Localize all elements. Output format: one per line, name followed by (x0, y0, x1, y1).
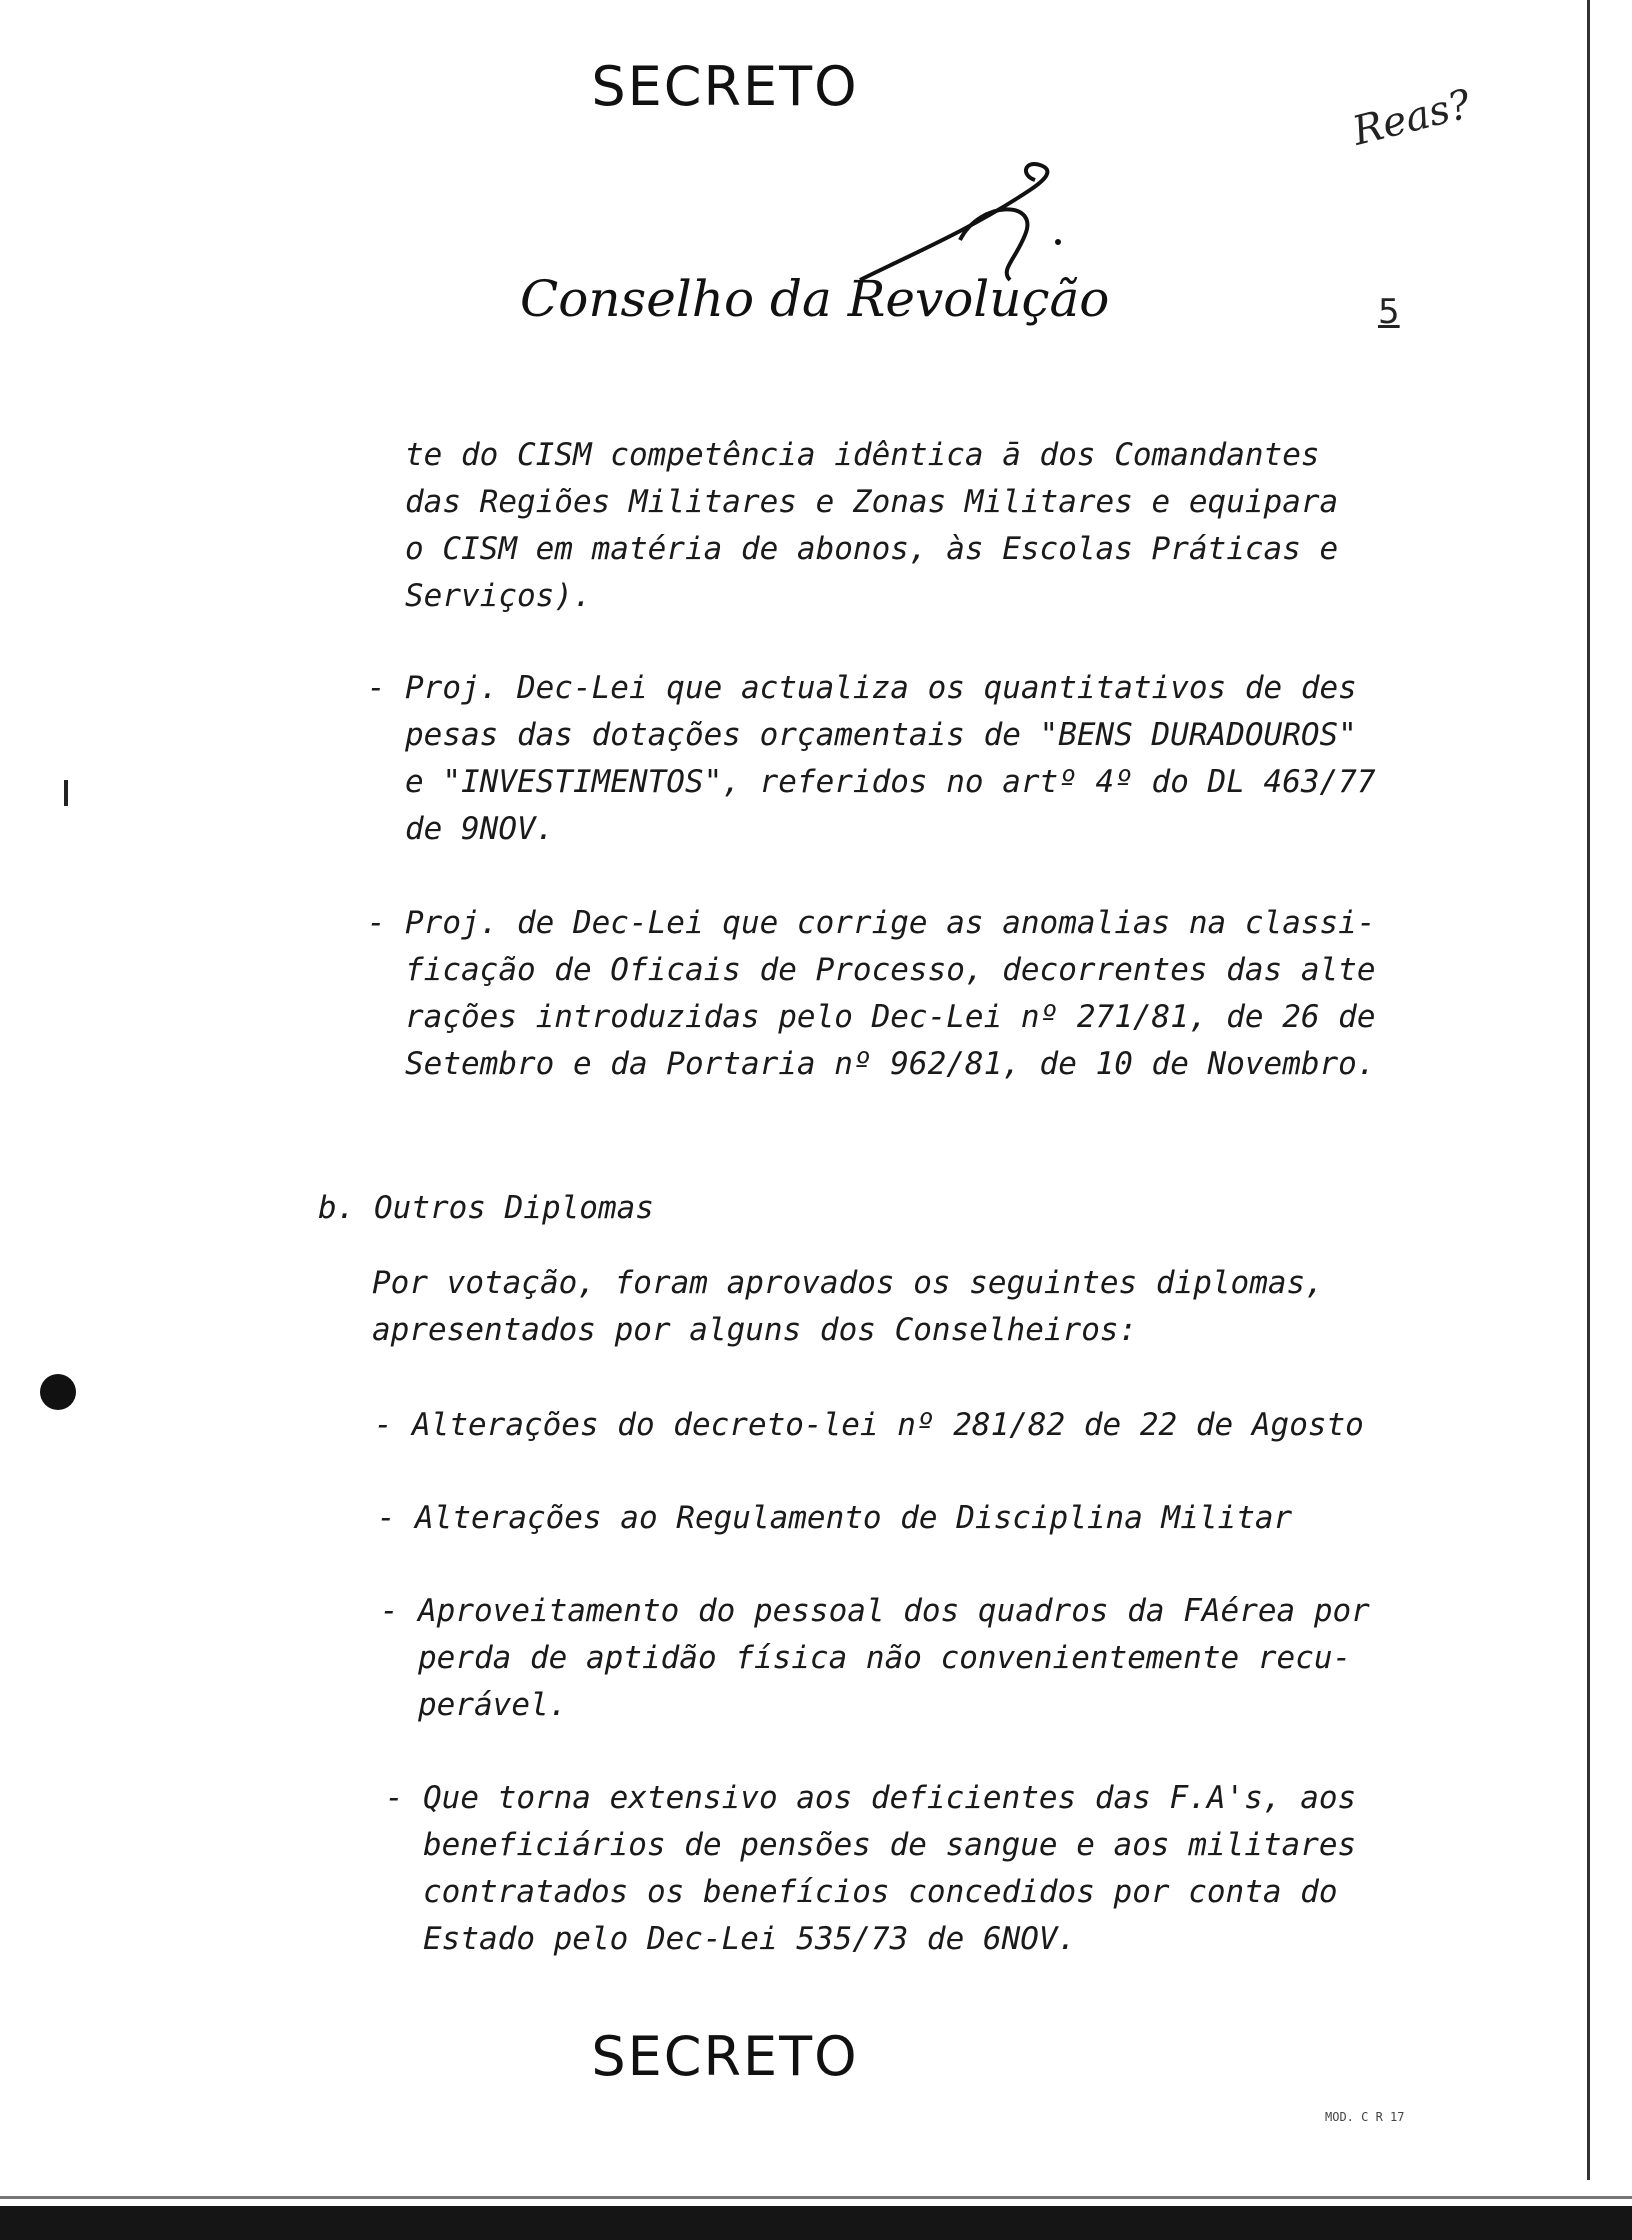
list-dash: - (377, 1500, 396, 1536)
text-line: Que torna extensivo aos deficientes das F.A's, aos (423, 1780, 1357, 1816)
list-item (385, 1775, 1357, 1963)
list-dash: - (385, 1780, 404, 1816)
classification-header: SECRETO (591, 55, 859, 118)
list-item (380, 1588, 1370, 1729)
text-line: Setembro e da Portaria nº 962/81, de 10 de Novembro. (405, 1046, 1376, 1082)
punch-hole-mark (40, 1374, 76, 1410)
text-line: Alterações do decreto-lei nº 281/82 de 22 de Agosto (412, 1407, 1364, 1443)
list-item (377, 1495, 1293, 1542)
list-dash: - (374, 1407, 393, 1443)
text-line: perável. (418, 1687, 568, 1723)
text-line: e "INVESTIMENTOS", referidos no artº 4º do DL 463/77 (405, 764, 1376, 800)
text-line: das Regiões Militares e Zonas Militares e equipara (405, 484, 1339, 520)
classification-footer: SECRETO (591, 2025, 859, 2088)
list-dash: - (367, 905, 386, 941)
text-line: Estado pelo Dec-Lei 535/73 de 6NOV. (423, 1921, 1077, 1957)
margin-mark (64, 780, 68, 806)
text-line: pesas das dotações orçamentais de "BENS DURADOUROS" (405, 717, 1357, 753)
section-heading: b. Outros Diplomas (318, 1190, 654, 1226)
text-line: Proj. Dec-Lei que actualiza os quantitativos de des (405, 670, 1357, 706)
section-intro (372, 1260, 1324, 1354)
page-number: 5 (1378, 292, 1400, 332)
handwritten-note: Reas? (1348, 81, 1476, 155)
text-line: Por votação, foram aprovados os seguintes diplomas, (372, 1265, 1324, 1301)
form-code: MOD. C R 17 (1325, 2110, 1405, 2124)
text-line: rações introduzidas pelo Dec-Lei nº 271/81, de 26 de (405, 999, 1376, 1035)
scan-bottom-band (0, 2206, 1632, 2240)
text-line: de 9NOV. (405, 811, 555, 847)
text-line: apresentados por alguns dos Conselheiros: (372, 1312, 1138, 1348)
list-dash: - (367, 670, 386, 706)
list-item (374, 1402, 1364, 1449)
text-line: Proj. de Dec-Lei que corrige as anomalias na classi- (405, 905, 1376, 941)
list-item (367, 665, 1376, 853)
text-line: Serviços). (405, 578, 592, 614)
text-line: Aproveitamento do pessoal dos quadros da FAérea por (418, 1593, 1370, 1629)
text-line: o CISM em matéria de abonos, às Escolas Práticas e (405, 531, 1339, 567)
scan-edge-line (1587, 0, 1590, 2180)
text-line: te do CISM competência idêntica ā dos Comandantes (405, 437, 1320, 473)
text-line: Alterações ao Regulamento de Disciplina Militar (415, 1500, 1293, 1536)
text-line: ficação de Oficais de Processo, decorrentes das alte (405, 952, 1376, 988)
scan-edge-line (0, 2196, 1632, 2199)
text-line: perda de aptidão física não convenientemente recu- (418, 1640, 1352, 1676)
text-line: beneficiários de pensões de sangue e aos militares (423, 1827, 1357, 1863)
list-item (367, 900, 1376, 1088)
organization-name: Conselho da Revolução (520, 270, 1110, 328)
text-line: contratados os benefícios concedidos por conta do (423, 1874, 1338, 1910)
list-dash: - (380, 1593, 399, 1629)
continuation-paragraph (405, 432, 1338, 620)
